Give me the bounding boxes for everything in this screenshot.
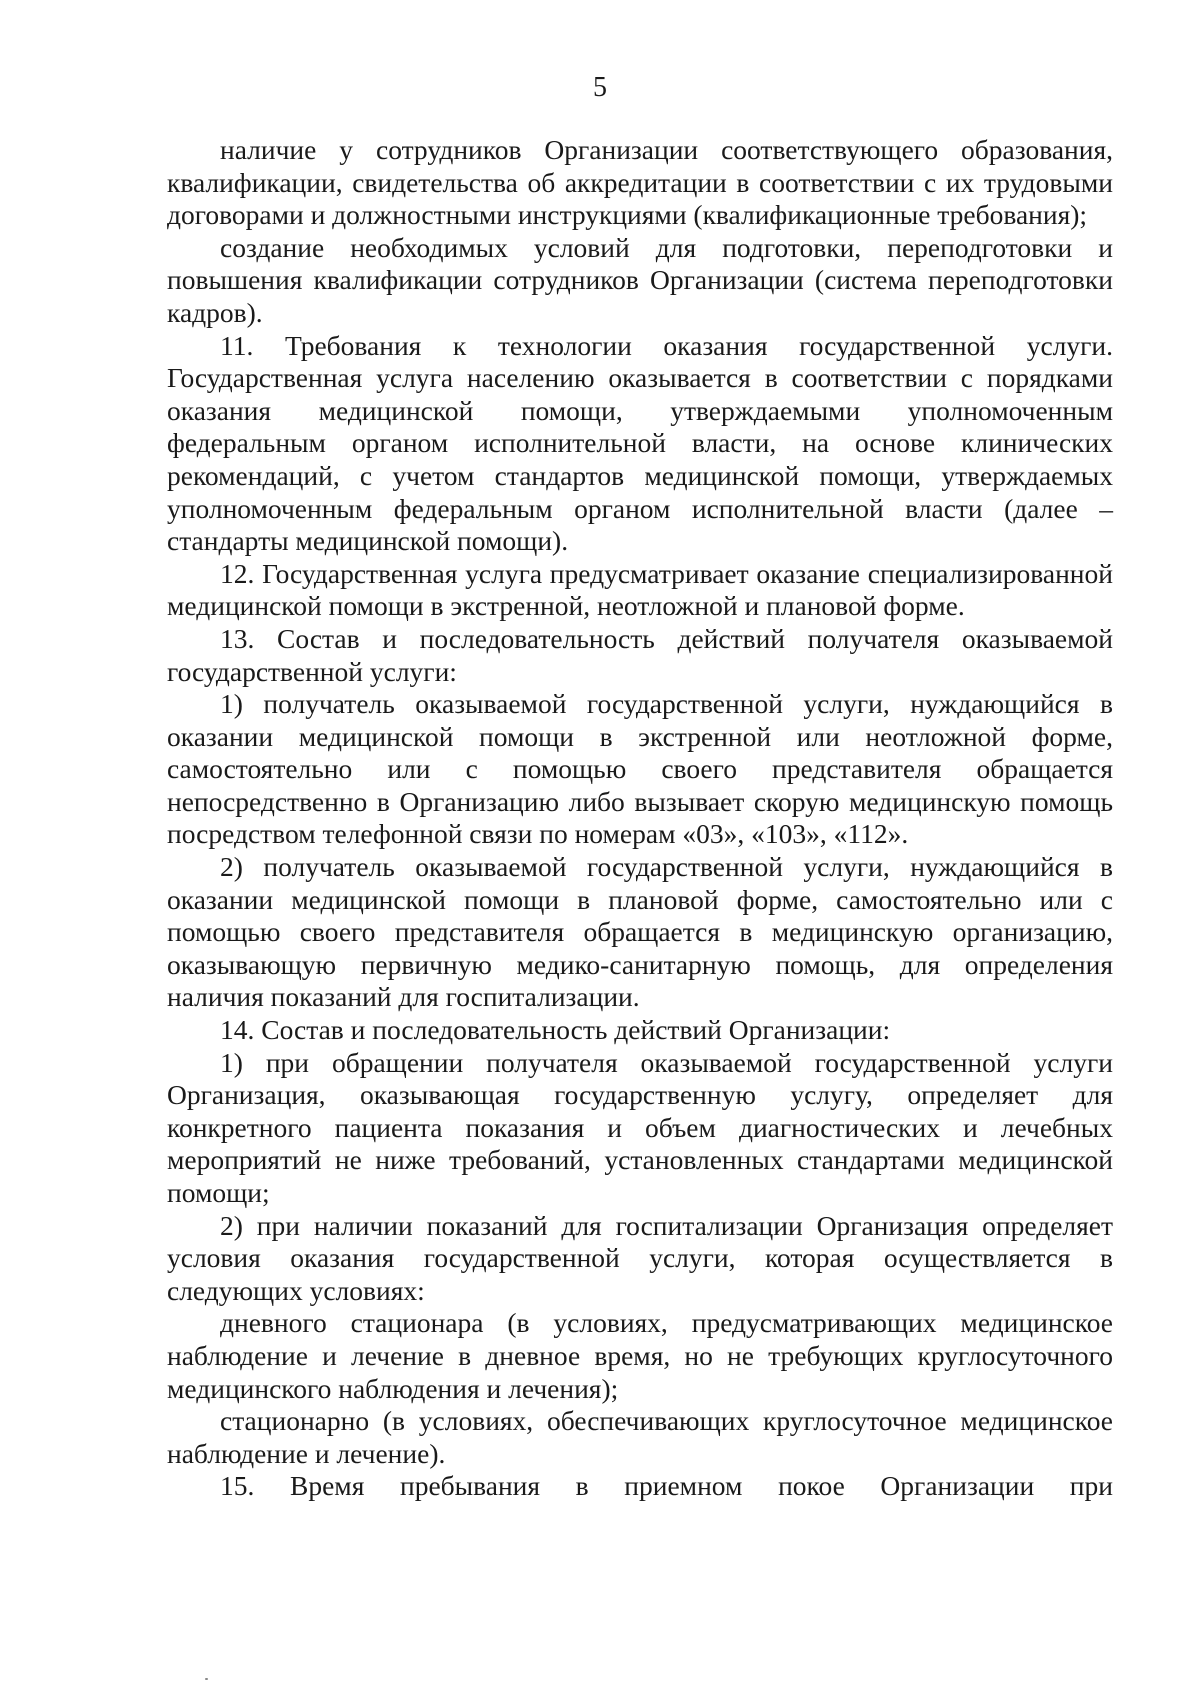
paragraph-13-1-emergency: 1) получатель оказываемой государственной услуги, нуждающийся в оказании медицинской помощи в экстренной или неотложной форме, самостоятельно или с помощью своего представителя обращается непосредственно в Организацию либо вызывает скорую медицинскую помощь посредством телефонной связи по номерам «03», «103», «112».: [167, 688, 1113, 850]
paragraph-day-hospital: дневного стационара (в условиях, предусматривающих медицинское наблюдение и лечение в дневное время, но не требующих круглосуточного медицинского наблюдения и лечения);: [167, 1307, 1113, 1404]
paragraph-15-admission-time: 15. Время пребывания в приемном покое Организации при: [220, 1470, 1113, 1502]
paragraph-13-recipient-actions: 13. Состав и последовательность действий получателя оказываемой государственной услуги:: [167, 622, 1113, 687]
page-number: 5: [593, 72, 607, 103]
paragraph-inpatient: стационарно (в условиях, обеспечивающих круглосуточное медицинское наблюдение и лечение).: [167, 1405, 1113, 1469]
paragraph-14-2-hospitalization: 2) при наличии показаний для госпитализации Организация определяет условия оказания государственной услуги, которая осуществляется в следующих условиях:: [167, 1209, 1113, 1306]
paragraph-training-conditions: создание необходимых условий для подготовки, переподготовки и повышения квалификации сотрудников Организации (система переподготовки кадров).: [167, 231, 1113, 328]
document-body: [167, 134, 1113, 1503]
paragraph-13-2-planned: 2) получатель оказываемой государственной услуги, нуждающийся в оказании медицинской помощи в плановой форме, самостоятельно или с помощью своего представителя обращается в медицинскую организацию, оказывающую первичную медико-санитарную помощь, для определения наличия показаний для госпитализации.: [167, 851, 1113, 1013]
paragraph-14-1-indications: 1) при обращении получателя оказываемой государственной услуги Организация, оказывающая государственную услугу, определяет для конкретного пациента показания и объем диагностических и лечебных мероприятий не ниже требований, установленных стандартами медицинской помощи;: [167, 1046, 1113, 1208]
paragraph-11-technology-requirements: 11. Требования к технологии оказания государственной услуги. Государственная услуга населению оказывается в соответствии с порядками оказания медицинской помощи, утверждаемыми уполномоченным федеральным органом исполнительной власти, на основе клинических рекомендаций, с учетом стандартов медицинской помощи, утверждаемых уполномоченным федеральным органом исполнительной власти (далее – стандарты медицинской помощи).: [167, 329, 1113, 557]
paragraph-12-specialized-care: 12. Государственная услуга предусматривает оказание специализированной медицинской помощи в экстренной, неотложной и плановой форме.: [167, 557, 1113, 622]
scan-artifact: [205, 1678, 208, 1680]
paragraph-staff-qualification: наличие у сотрудников Организации соответствующего образования, квалификации, свидетельства об аккредитации в соответствии с их трудовыми договорами и должностными инструкциями (квалификационные требования);: [167, 134, 1113, 231]
paragraph-14-organization-actions: 14. Состав и последовательность действий Организации:: [220, 1014, 891, 1046]
